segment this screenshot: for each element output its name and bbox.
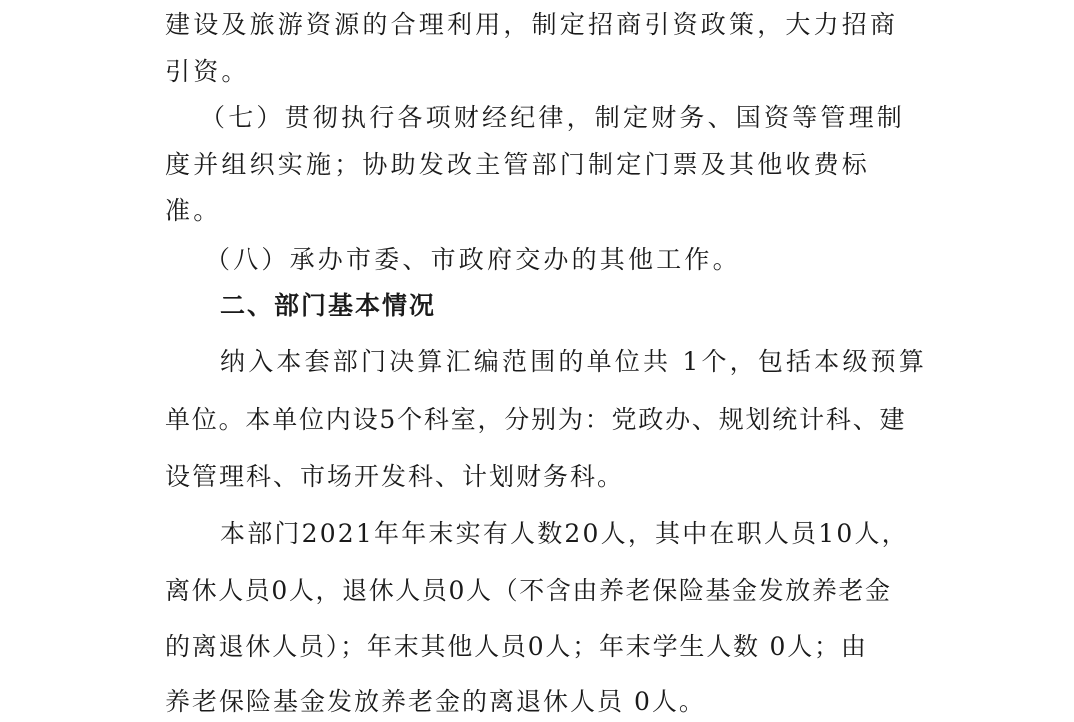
text-line-1: 建设及旅游资源的合理利用，制定招商引资政策，大力招商 xyxy=(165,10,899,39)
text-line-5: 准。 xyxy=(165,196,222,225)
text-line-3: （七）贯彻执行各项财经纪律，制定财务、国资等管理制 xyxy=(200,103,906,132)
text-line-13: 的离退休人员）；年末其他人员0人；年末学生人数 0人；由 xyxy=(165,632,868,661)
text-line-9: 单位。本单位内设5个科室，分别为：党政办、规划统计科、建 xyxy=(165,405,907,434)
text-line-12: 离休人员0人，退休人员0人（不含由养老保险基金发放养老金 xyxy=(165,576,892,605)
text-line-6: （八）承办市委、市政府交办的其他工作。 xyxy=(205,245,741,274)
text-line-4: 度并组织实施；协助发改主管部门制定门票及其他收费标 xyxy=(165,150,871,179)
text-line-8: 纳入本套部门决算汇编范围的单位共 1个，包括本级预算 xyxy=(220,347,928,376)
text-line-2: 引资。 xyxy=(165,57,250,86)
text-line-14: 养老保险基金发放养老金的离退休人员 0人。 xyxy=(165,687,706,716)
text-line-10: 设管理科、市场开发科、计划财务科。 xyxy=(165,462,625,491)
section-heading: 二、部门基本情况 xyxy=(220,291,437,320)
text-line-11: 本部门2021年年末实有人数20人，其中在职人员10人， xyxy=(220,519,909,548)
